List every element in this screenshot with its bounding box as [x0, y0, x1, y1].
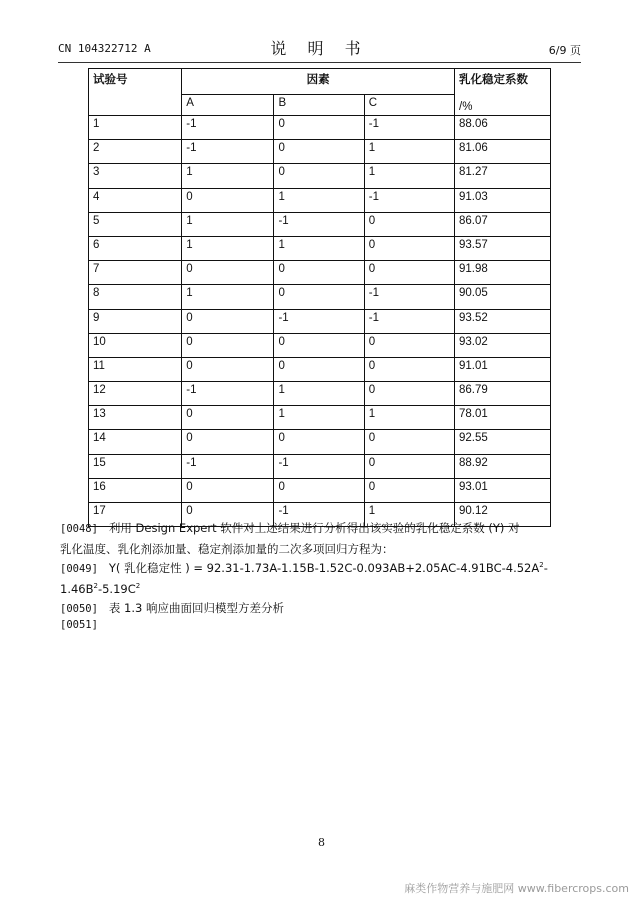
response-value-cell: 93.57 — [455, 236, 551, 260]
trial-number-cell: 12 — [89, 382, 182, 406]
factor-c-cell: -1 — [364, 309, 454, 333]
table-row — [89, 357, 551, 381]
table-row — [89, 430, 551, 454]
trial-number-cell: 9 — [89, 309, 182, 333]
factor-b-cell: 1 — [274, 188, 364, 212]
factor-b-cell: 0 — [274, 333, 364, 357]
factor-b-cell: 1 — [274, 382, 364, 406]
factor-a-cell: -1 — [182, 454, 274, 478]
trial-number-cell: 4 — [89, 188, 182, 212]
factor-a-cell: -1 — [182, 382, 274, 406]
factor-c-cell: 0 — [364, 478, 454, 502]
factor-c-cell: -1 — [364, 285, 454, 309]
factor-a-cell: 1 — [182, 285, 274, 309]
factor-c-cell: 0 — [364, 430, 454, 454]
table-row — [89, 261, 551, 285]
paragraph-number: [0049] — [60, 563, 98, 575]
paragraph-0049: [0049] Y( 乳化稳定性 ) = $92.31-1.73A-1.15B-1.52C-0.093AB+2.05AC-4.91BC-4.52A^2-$ $1.46B^2-5.19C^2$ — [60, 561, 548, 596]
response-value-cell: 93.01 — [455, 478, 551, 502]
response-value-cell: 90.12 — [455, 503, 551, 527]
factor-a-cell: 0 — [182, 261, 274, 285]
trial-number-cell: 14 — [89, 430, 182, 454]
paragraph-0048 — [60, 518, 585, 559]
header-divider — [58, 62, 581, 63]
factor-a-cell: 1 — [182, 236, 274, 260]
table-row — [89, 309, 551, 333]
factor-a-cell: 0 — [182, 357, 274, 381]
table-row — [89, 406, 551, 430]
table-row — [89, 212, 551, 236]
factor-c-header: C — [364, 94, 454, 115]
trial-number-cell: 7 — [89, 261, 182, 285]
factor-c-cell: 0 — [364, 212, 454, 236]
trial-number-cell: 3 — [89, 164, 182, 188]
factor-c-cell: 1 — [364, 503, 454, 527]
page-number: 8 — [318, 836, 325, 849]
response-value-cell: 93.02 — [455, 333, 551, 357]
response-value-cell: 78.01 — [455, 406, 551, 430]
table-caption: 表 1.3 响应曲面回归模型方差分析 — [108, 601, 285, 615]
response-value-cell: 81.06 — [455, 140, 551, 164]
factor-a-cell: -1 — [182, 116, 274, 140]
factor-b-cell: 0 — [274, 357, 364, 381]
factor-a-header: A — [182, 94, 274, 115]
paragraph-number: [0050] — [60, 603, 98, 615]
factor-b-cell: -1 — [274, 212, 364, 236]
site-watermark: 麻类作物营养与施肥网 www.fibercrops.com — [404, 882, 629, 895]
trial-number-cell: 16 — [89, 478, 182, 502]
factor-c-cell: 1 — [364, 406, 454, 430]
table-row — [89, 478, 551, 502]
factor-b-cell: 0 — [274, 285, 364, 309]
response-value-cell: 91.01 — [455, 357, 551, 381]
factor-c-cell: 0 — [364, 261, 454, 285]
factor-a-cell: 1 — [182, 164, 274, 188]
trial-number-cell: 1 — [89, 116, 182, 140]
factor-c-cell: 0 — [364, 236, 454, 260]
response-value-cell: 93.52 — [455, 309, 551, 333]
factor-a-cell: 0 — [182, 478, 274, 502]
trial-number-cell: 2 — [89, 140, 182, 164]
factor-b-cell: 1 — [274, 406, 364, 430]
response-value-cell: 88.92 — [455, 454, 551, 478]
trial-number-cell: 8 — [89, 285, 182, 309]
factor-c-cell: 1 — [364, 164, 454, 188]
paragraph-text: 乳化温度、乳化剂添加量、稳定剂添加量的二次多项回归方程为： — [60, 542, 394, 556]
factors-header: 因素 — [182, 69, 455, 95]
response-value-cell: 88.06 — [455, 116, 551, 140]
paragraph-number: [0051] — [60, 619, 98, 631]
factor-c-cell: 0 — [364, 382, 454, 406]
factor-a-cell: 0 — [182, 503, 274, 527]
table-body — [89, 116, 551, 527]
response-value-cell: 90.05 — [455, 285, 551, 309]
factor-a-cell: 0 — [182, 333, 274, 357]
table-row — [89, 236, 551, 260]
table-row — [89, 188, 551, 212]
response-value-cell: 92.55 — [455, 430, 551, 454]
response-header: 乳化稳定系数 /% — [455, 69, 551, 116]
paragraph-0051 — [60, 614, 585, 635]
trial-number-cell: 15 — [89, 454, 182, 478]
table-row — [89, 454, 551, 478]
trial-number-cell: 11 — [89, 357, 182, 381]
regression-equation: Y( 乳化稳定性 ) = 92.31-1.73A-1.15B-1.52C-0.093AB+2.05AC-4.91BC-4.52A — [108, 561, 540, 575]
trial-number-cell: 5 — [89, 212, 182, 236]
table-row — [89, 382, 551, 406]
factor-a-cell: -1 — [182, 140, 274, 164]
factor-c-cell: 0 — [364, 333, 454, 357]
patent-number: CN 104322712 A — [58, 42, 151, 55]
trial-number-header: 试验号 — [89, 69, 182, 116]
table-row — [89, 333, 551, 357]
factor-a-cell: 0 — [182, 309, 274, 333]
table-header-row — [89, 69, 551, 95]
factor-c-cell: 1 — [364, 140, 454, 164]
factor-b-cell: -1 — [274, 454, 364, 478]
factor-b-cell: 0 — [274, 430, 364, 454]
trial-number-cell: 17 — [89, 503, 182, 527]
trial-number-cell: 6 — [89, 236, 182, 260]
paragraph-text: 利用 Design Expert 软件对上述结果进行分析得出该实验的乳化稳定系数 (Y) 对 — [108, 521, 520, 535]
factor-a-cell: 0 — [182, 430, 274, 454]
trial-number-cell: 13 — [89, 406, 182, 430]
factor-a-cell: 0 — [182, 406, 274, 430]
factor-a-cell: 1 — [182, 212, 274, 236]
paragraph-number: [0048] — [60, 523, 98, 535]
factor-b-cell: 0 — [274, 478, 364, 502]
page-header — [58, 34, 581, 62]
factor-c-cell: 0 — [364, 454, 454, 478]
trial-number-cell: 10 — [89, 333, 182, 357]
response-value-cell: 91.98 — [455, 261, 551, 285]
factor-c-cell: -1 — [364, 188, 454, 212]
factor-b-cell: -1 — [274, 309, 364, 333]
table-row — [89, 285, 551, 309]
factor-b-cell: 0 — [274, 261, 364, 285]
document-title: 说 明 书 — [270, 39, 369, 58]
factor-b-cell: 0 — [274, 140, 364, 164]
response-value-cell: 86.79 — [455, 382, 551, 406]
factor-c-cell: 0 — [364, 357, 454, 381]
table-row — [89, 116, 551, 140]
page-indicator: 6/9 页 — [548, 44, 581, 57]
experiment-table — [88, 68, 551, 527]
response-value-cell: 91.03 — [455, 188, 551, 212]
response-unit: /% — [459, 101, 473, 113]
response-value-cell: 86.07 — [455, 212, 551, 236]
factor-b-cell: 1 — [274, 236, 364, 260]
factor-b-header: B — [274, 94, 364, 115]
response-value-cell: 81.27 — [455, 164, 551, 188]
factor-b-cell: -1 — [274, 503, 364, 527]
factor-a-cell: 0 — [182, 188, 274, 212]
factor-b-cell: 0 — [274, 116, 364, 140]
table-row — [89, 140, 551, 164]
factor-b-cell: 0 — [274, 164, 364, 188]
factor-c-cell: -1 — [364, 116, 454, 140]
table-row — [89, 164, 551, 188]
